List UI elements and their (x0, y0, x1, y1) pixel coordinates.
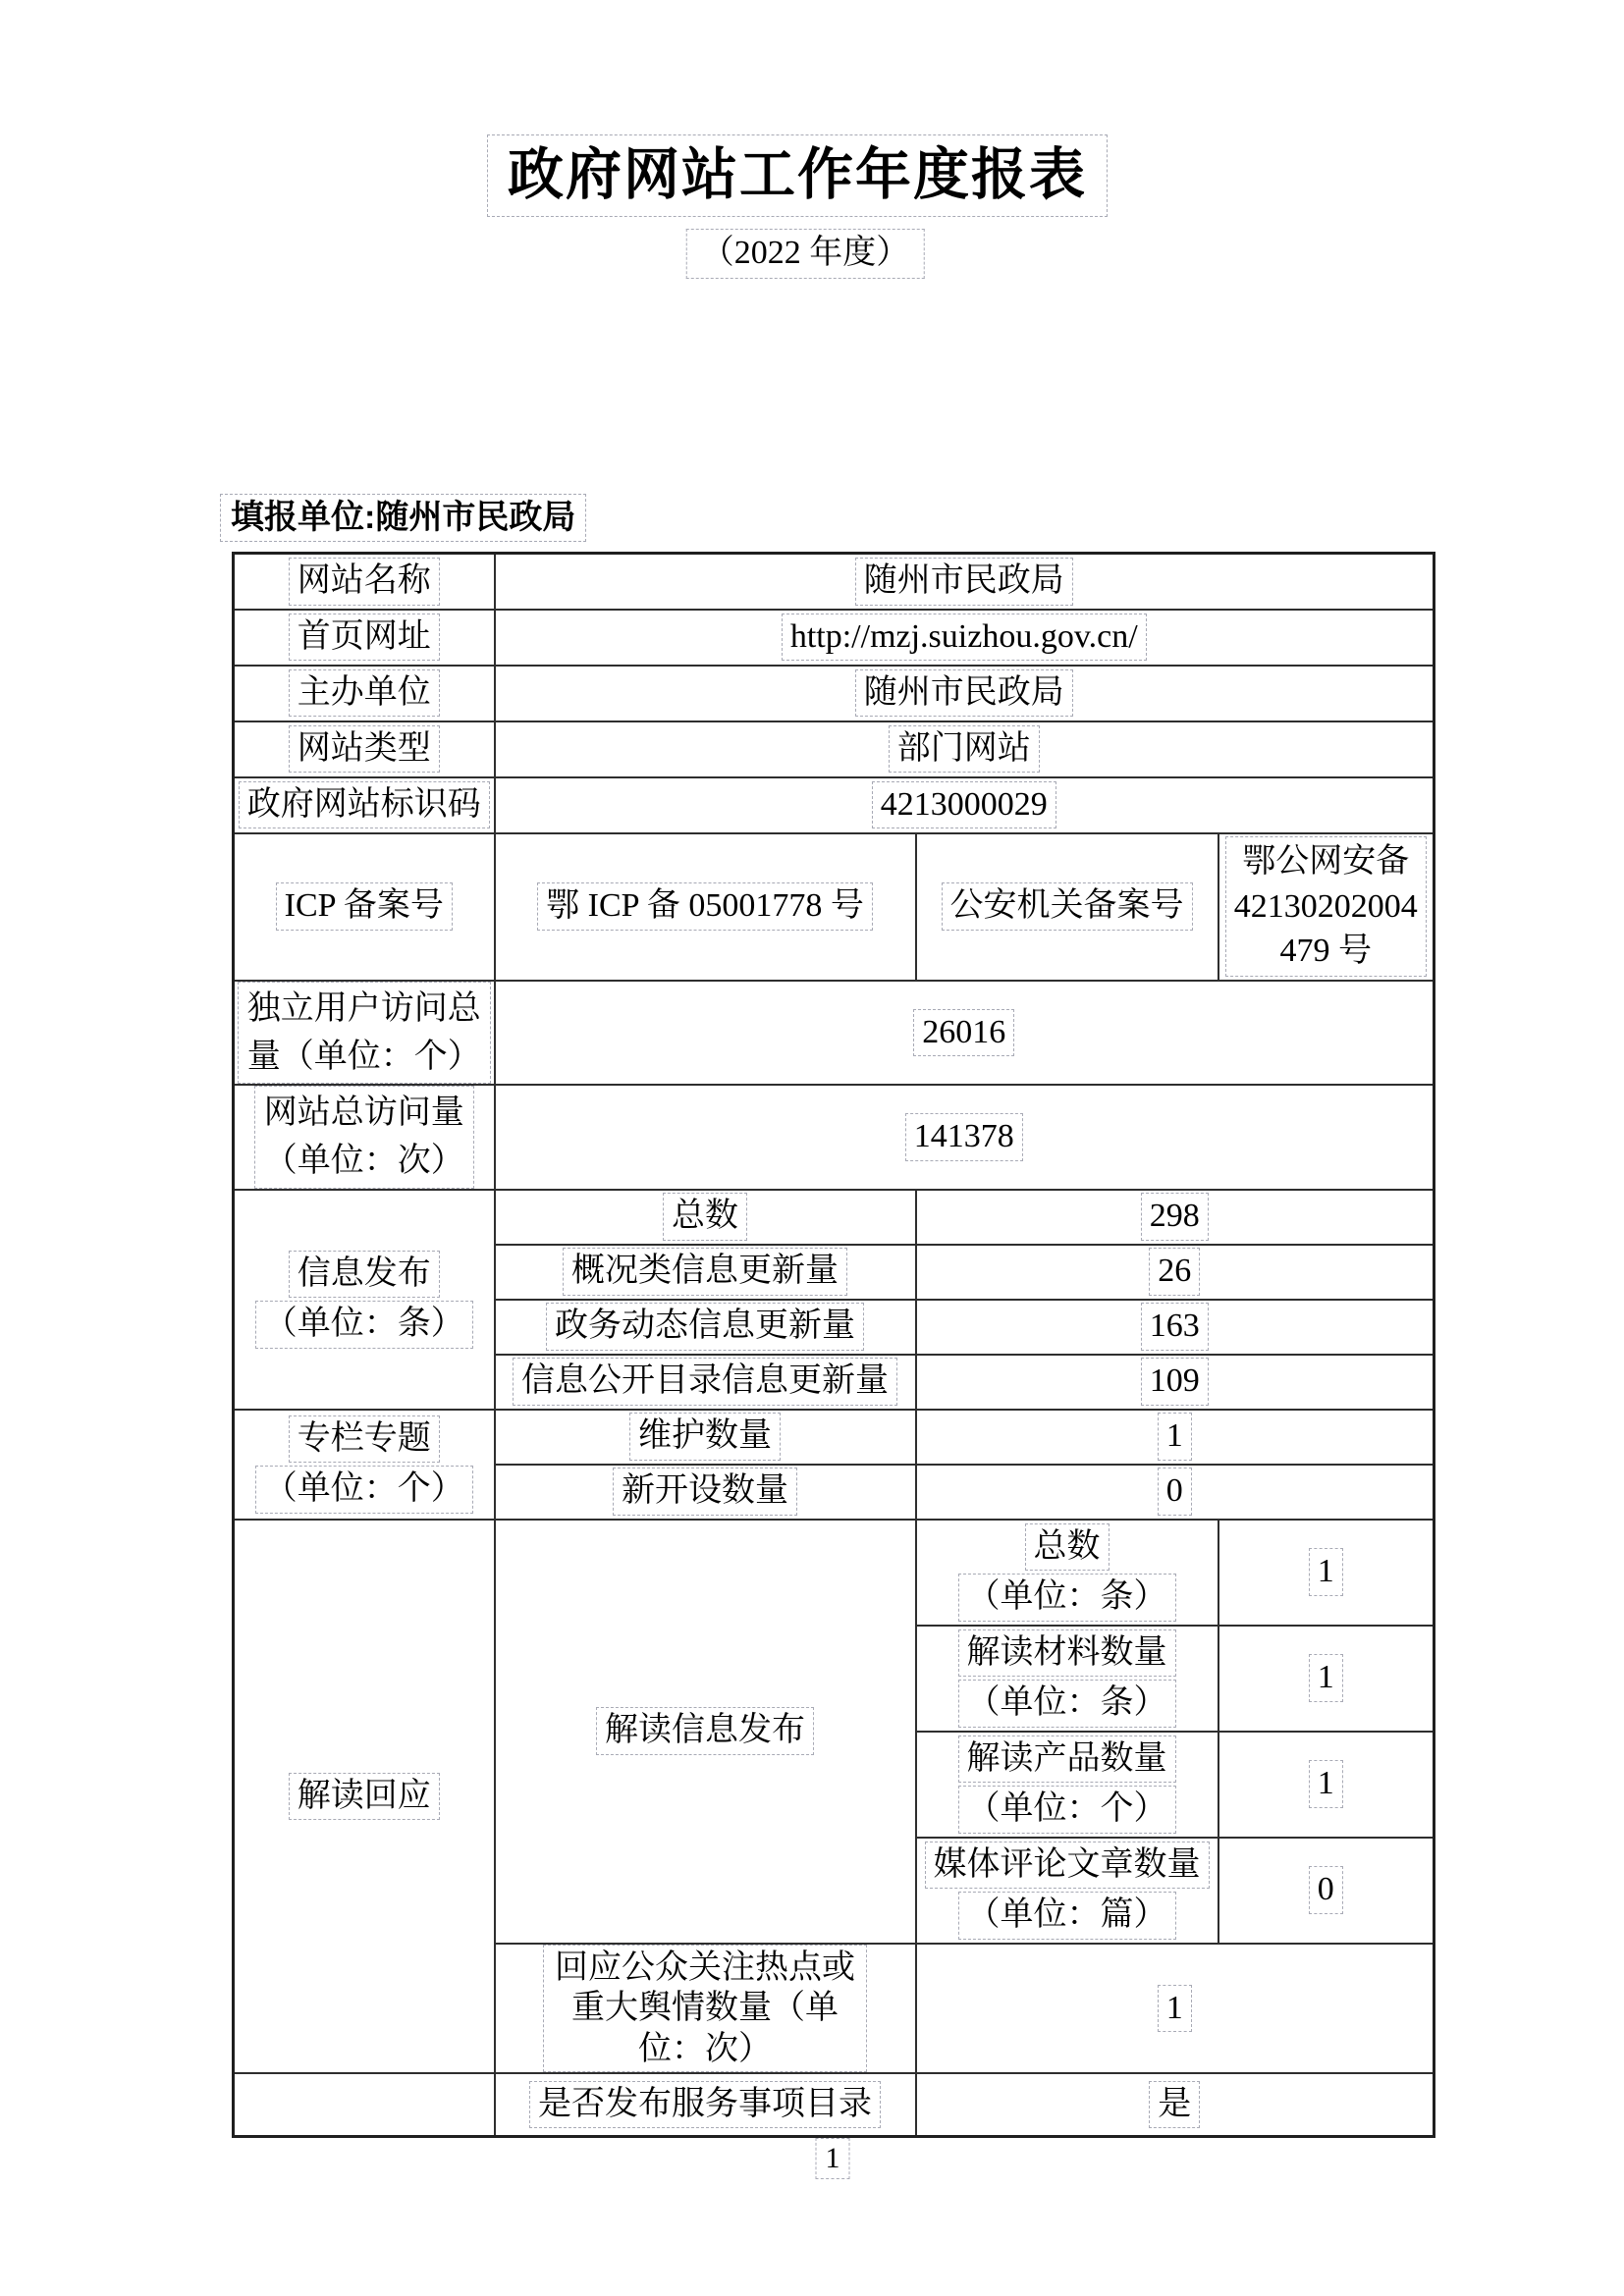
cell-info-overview-label (495, 1245, 916, 1300)
cell-topics-maintained-value (916, 1410, 1435, 1465)
cell-interp-media-label (916, 1838, 1218, 1944)
cell-icp-label (234, 833, 495, 981)
row-service-catalog (234, 2073, 1435, 2136)
police-record-value-line2: 42130202004 (1233, 887, 1418, 925)
cell-interp-products-label (916, 1732, 1218, 1838)
info-publish-group-label-line2: （单位：条） (255, 1301, 473, 1349)
cell-total-visits-value (495, 1085, 1435, 1190)
organizer-value: 随州市民政局 (855, 669, 1073, 718)
cell-unique-visitors-value (495, 981, 1435, 1086)
website-type-label: 网站类型 (289, 725, 440, 774)
topics-maintained-value: 1 (1158, 1413, 1192, 1461)
interp-products-label-line1: 解读产品数量 (958, 1735, 1176, 1784)
icp-label: ICP 备案号 (276, 882, 453, 931)
row-website-name (234, 554, 1435, 610)
info-catalog-label: 信息公开目录信息更新量 (513, 1358, 897, 1406)
cell-service-catalog-empty (234, 2073, 495, 2136)
cell-info-dynamics-label (495, 1300, 916, 1355)
website-name-value: 随州市民政局 (855, 558, 1073, 606)
info-total-value: 298 (1141, 1193, 1209, 1241)
site-id-value: 4213000029 (872, 781, 1056, 829)
interp-total-label-line2: （单位：条） (958, 1574, 1176, 1622)
interp-media-label-line2: （单位：篇） (958, 1892, 1176, 1940)
interp-total-value: 1 (1309, 1548, 1343, 1596)
cell-icp-value (495, 833, 916, 981)
cell-hotspot-label (495, 1944, 916, 2073)
cell-site-id-value (495, 777, 1435, 833)
reporting-unit-label: 填报单位:随州市民政局 (220, 494, 586, 542)
cell-topics-group (234, 1410, 495, 1520)
cell-unique-visitors-label (234, 981, 495, 1086)
cell-info-catalog-value (916, 1355, 1435, 1410)
cell-interp-publish (495, 1520, 916, 1944)
row-interp-total (234, 1520, 1435, 1626)
row-icp (234, 833, 1435, 981)
interp-total-label-line1: 总数 (1025, 1523, 1110, 1572)
page-number: 1 (816, 2138, 850, 2179)
document-title: 政府网站工作年度报表 (487, 134, 1108, 217)
cell-topics-new-label (495, 1465, 916, 1520)
info-publish-group-label-line1: 信息发布 (289, 1251, 440, 1299)
info-total-label: 总数 (663, 1193, 747, 1241)
topics-group-label-line1: 专栏专题 (289, 1415, 440, 1464)
topics-new-value: 0 (1158, 1468, 1192, 1516)
row-website-type (234, 721, 1435, 777)
police-record-value-line1: 鄂公网安备 (1242, 842, 1410, 880)
info-overview-label: 概况类信息更新量 (563, 1248, 847, 1296)
topics-maintained-label: 维护数量 (629, 1413, 781, 1461)
unique-visitors-value: 26016 (913, 1009, 1014, 1057)
info-dynamics-label: 政务动态信息更新量 (546, 1303, 864, 1351)
cell-organizer-label (234, 666, 495, 721)
row-unique-visitors (234, 981, 1435, 1086)
service-catalog-value: 是 (1149, 2081, 1200, 2129)
cell-interp-materials-value (1218, 1626, 1435, 1732)
organizer-label: 主办单位 (289, 669, 440, 718)
service-catalog-label: 是否发布服务事项目录 (529, 2081, 881, 2129)
interp-media-value: 0 (1309, 1866, 1343, 1914)
cell-interp-products-value (1218, 1732, 1435, 1838)
row-homepage-url (234, 610, 1435, 666)
website-name-label: 网站名称 (289, 558, 440, 606)
cell-interp-total-value (1218, 1520, 1435, 1626)
cell-interp-total-label (916, 1520, 1218, 1626)
interp-media-label-line1: 媒体评论文章数量 (925, 1842, 1210, 1890)
cell-homepage-label (234, 610, 495, 666)
hotspot-label: 回应公众关注热点或重大舆情数量（单位：次） (543, 1945, 867, 2072)
cell-info-dynamics-value (916, 1300, 1435, 1355)
total-visits-value: 141378 (905, 1113, 1023, 1161)
cell-website-type-label (234, 721, 495, 777)
topics-new-label: 新开设数量 (613, 1468, 797, 1516)
reporting-unit-block (220, 494, 586, 542)
topics-group-label-line2: （单位：个） (255, 1466, 473, 1514)
row-organizer (234, 666, 1435, 721)
cell-interpretation-group (234, 1520, 495, 2073)
info-dynamics-value: 163 (1141, 1303, 1209, 1351)
cell-service-catalog-value (916, 2073, 1435, 2136)
cell-info-total-label (495, 1190, 916, 1245)
cell-info-total-value (916, 1190, 1435, 1245)
cell-hotspot-value (916, 1944, 1435, 2073)
police-record-label: 公安机关备案号 (942, 882, 1193, 931)
cell-interp-media-value (1218, 1838, 1435, 1944)
site-id-label: 政府网站标识码 (239, 781, 490, 829)
police-record-value-line3: 479 号 (1279, 933, 1372, 970)
cell-topics-new-value (916, 1465, 1435, 1520)
cell-info-catalog-label (495, 1355, 916, 1410)
cell-interp-materials-label (916, 1626, 1218, 1732)
interp-publish-label: 解读信息发布 (596, 1707, 814, 1755)
cell-info-overview-value (916, 1245, 1435, 1300)
subtitle-block (686, 229, 925, 279)
interp-products-value: 1 (1309, 1760, 1343, 1808)
interp-materials-label-line2: （单位：条） (958, 1680, 1176, 1728)
cell-organizer-value (495, 666, 1435, 721)
total-visits-label: 网站总访问量（单位：次） (254, 1086, 474, 1189)
cell-site-id-label (234, 777, 495, 833)
hotspot-value: 1 (1158, 1985, 1192, 2033)
cell-police-value (1218, 833, 1435, 981)
homepage-value: http://mzj.suizhou.gov.cn/ (782, 614, 1147, 662)
cell-website-type-value (495, 721, 1435, 777)
row-info-total (234, 1190, 1435, 1245)
row-total-visits (234, 1085, 1435, 1190)
cell-service-catalog-label (495, 2073, 916, 2136)
row-site-id (234, 777, 1435, 833)
cell-homepage-value (495, 610, 1435, 666)
interp-materials-label-line1: 解读材料数量 (958, 1629, 1176, 1678)
info-overview-value: 26 (1149, 1248, 1200, 1296)
report-table (232, 552, 1435, 2138)
document-subtitle: （2022 年度） (686, 229, 925, 279)
cell-website-name-value (495, 554, 1435, 610)
row-topics-maintained (234, 1410, 1435, 1465)
info-catalog-value: 109 (1141, 1358, 1209, 1406)
cell-info-publish-group (234, 1190, 495, 1410)
cell-police-label (916, 833, 1218, 981)
title-block (487, 134, 1108, 217)
page-number-block (816, 2138, 850, 2179)
cell-topics-maintained-label (495, 1410, 916, 1465)
cell-total-visits-label (234, 1085, 495, 1190)
cell-website-name-label (234, 554, 495, 610)
interpretation-group-label: 解读回应 (289, 1773, 440, 1821)
unique-visitors-label: 独立用户访问总量（单位：个） (238, 982, 491, 1085)
homepage-label: 首页网址 (289, 614, 440, 662)
website-type-value: 部门网站 (889, 725, 1040, 774)
interp-materials-value: 1 (1309, 1654, 1343, 1702)
police-record-value (1225, 836, 1427, 978)
interp-products-label-line2: （单位：个） (958, 1786, 1176, 1834)
icp-value: 鄂 ICP 备 05001778 号 (537, 882, 873, 931)
